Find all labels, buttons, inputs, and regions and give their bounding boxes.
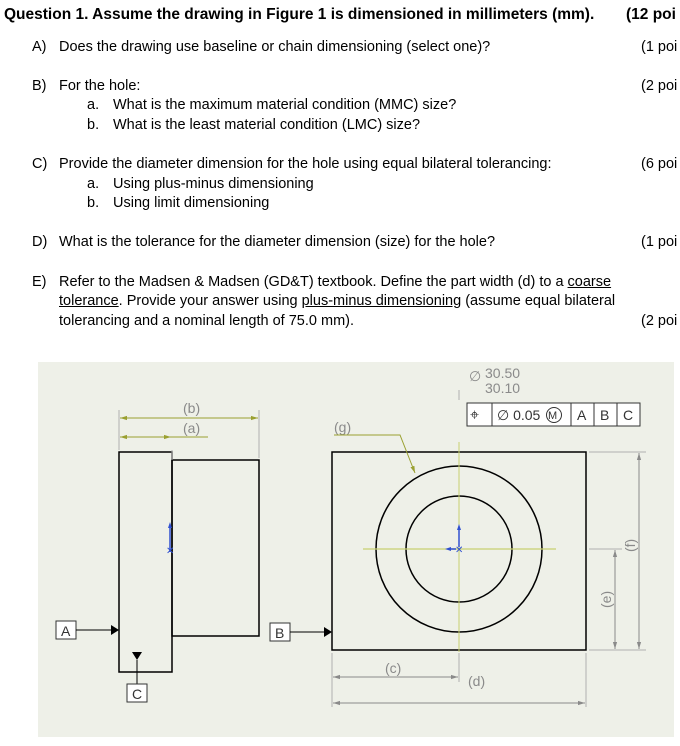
- part-b-item-a-text: What is the maximum material condition (MMC) size?: [113, 97, 457, 113]
- part-c-item-a-text: Using plus-minus dimensioning: [113, 176, 314, 192]
- front-center-arrow-up: [457, 524, 461, 530]
- front-center-cross: ✕: [455, 545, 464, 556]
- fcf-datum-c: C: [623, 407, 634, 423]
- tolerance-link: tolerance: [59, 293, 119, 309]
- hole-lower-limit: 30.10: [485, 380, 521, 396]
- fcf-datum-b: B: [600, 407, 610, 423]
- dimension-d-label: (d): [468, 673, 486, 689]
- side-view-flange: [119, 452, 175, 672]
- front-view: [270, 365, 646, 707]
- side-view-body: [172, 460, 259, 636]
- fcf-datum-a: A: [577, 407, 587, 423]
- part-c-points: (6 poi: [641, 156, 678, 172]
- part-d-text: What is the tolerance for the diameter dimension (size) for the hole?: [59, 234, 496, 250]
- part-b-text: For the hole:: [59, 78, 141, 94]
- coarse-link: coarse: [567, 274, 612, 290]
- diameter-symbol: ∅: [469, 368, 482, 384]
- part-b-item-b-text: What is the least material condition (LMC) size?: [113, 117, 421, 133]
- dimension-c-label: (c): [385, 660, 402, 676]
- part-e-points: (2 poi: [641, 313, 678, 329]
- dimension-g-label: (g): [334, 419, 352, 435]
- mmc-modifier: M: [548, 410, 558, 422]
- part-e-line-2-end: (assume equal bilateral: [461, 293, 616, 309]
- question-points: (12 poi: [626, 6, 676, 23]
- part-b-item-b-label: b.: [87, 117, 100, 133]
- part-e-line-2-text: . Provide your answer using: [118, 293, 302, 309]
- part-b-item-a-label: a.: [87, 97, 100, 113]
- part-e-label: E): [32, 274, 47, 290]
- part-c-item-a-label: a.: [87, 176, 100, 192]
- datum-a-label: A: [61, 623, 71, 639]
- leader-g: [334, 435, 415, 473]
- part-b-label: B): [32, 78, 47, 94]
- datum-c-label: C: [132, 686, 143, 702]
- part-c-text: Provide the diameter dimension for the hole using equal bilateral tolerancing:: [59, 156, 552, 172]
- side-center-cross: ✕: [166, 546, 175, 557]
- position-symbol-icon: ⌖: [470, 405, 480, 424]
- part-c-label: C): [32, 156, 48, 172]
- figure-1: [38, 362, 674, 737]
- part-e-line-2: [59, 293, 615, 309]
- part-a-text: Does the drawing use baseline or chain dimensioning (select one)?: [59, 39, 491, 55]
- part-a-points: (1 poi: [641, 39, 678, 55]
- part-b-points: (2 poi: [641, 78, 678, 94]
- datum-b-triangle: [324, 627, 332, 637]
- dimension-b-label: (b): [183, 400, 201, 416]
- part-d-label: D): [32, 234, 48, 250]
- feature-control-frame: [467, 403, 640, 426]
- part-e-line-1: [59, 274, 611, 290]
- question-title: Question 1. Assume the drawing in Figure 1 is dimensioned in millimeters (mm).: [4, 6, 595, 23]
- datum-c-triangle: [132, 652, 142, 660]
- part-d-points: (1 poi: [641, 234, 678, 250]
- engineering-drawing: [38, 362, 674, 737]
- fcf-tolerance: ∅ 0.05: [497, 407, 541, 423]
- part-c-item-b-label: b.: [87, 195, 100, 211]
- datum-b-label: B: [275, 625, 285, 641]
- part-c-item-b-text: Using limit dimensioning: [113, 195, 270, 211]
- dimension-e-label: (e): [598, 590, 614, 608]
- part-a-label: A): [32, 39, 47, 55]
- side-view: [56, 400, 259, 702]
- dimension-a-label: (a): [183, 420, 201, 436]
- part-e-line-1-text: Refer to the Madsen & Madsen (GD&T) textbook. Define the part width (d) to a: [59, 274, 568, 290]
- part-e-line-3: tolerancing and a nominal length of 75.0 mm).: [59, 313, 355, 329]
- front-center-arrow-left: [445, 547, 451, 551]
- datum-a-triangle: [111, 625, 119, 635]
- hole-upper-limit: 30.50: [485, 365, 521, 381]
- dimension-f-label: (f): [622, 538, 638, 552]
- plus-minus-link: plus-minus dimensioning: [301, 293, 462, 309]
